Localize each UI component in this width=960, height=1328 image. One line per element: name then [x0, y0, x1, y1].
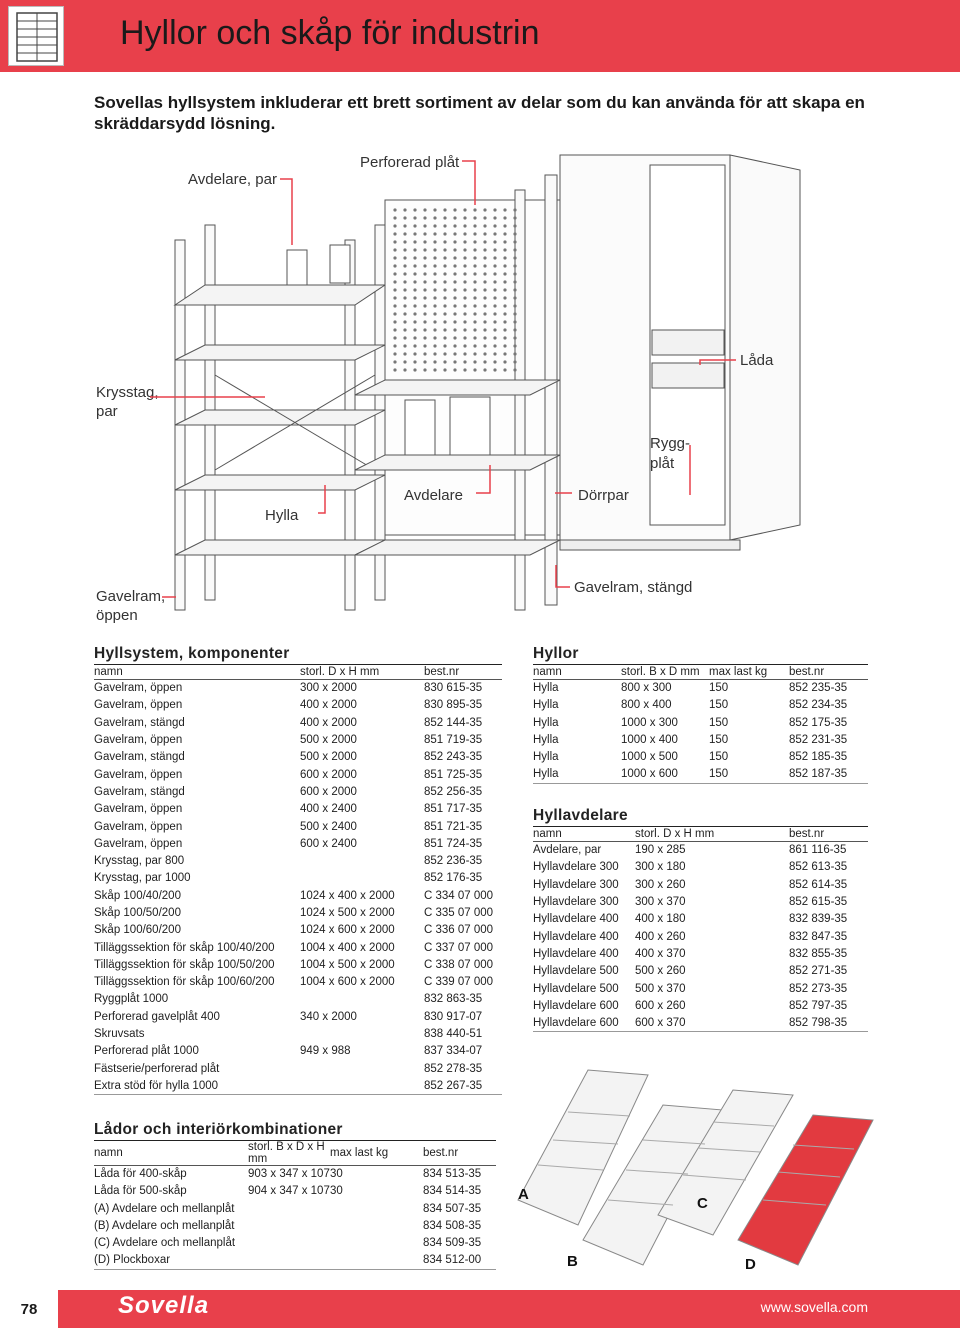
table-cell: Krysstag, par 1000	[94, 872, 191, 885]
table-cell: Hyllavdelare 400	[533, 913, 619, 926]
table-cell: Skåp 100/50/200	[94, 907, 181, 919]
table-cell: 861 116-35	[789, 844, 847, 857]
table-row	[533, 731, 868, 748]
label-hylla: Hylla	[265, 507, 299, 524]
table-cell: C 338 07 000	[424, 958, 494, 971]
table-row	[94, 887, 502, 904]
table-cell: Hyllavdelare 300	[533, 878, 619, 891]
table-cell: Gavelram, öppen	[94, 820, 183, 833]
table-cell: Gavelram, stängd	[94, 751, 185, 764]
label-krysstag-1: Krysstag,	[96, 384, 159, 401]
table-row	[94, 1235, 496, 1252]
table-cell: 834 512-00	[423, 1252, 496, 1269]
table-row	[94, 714, 502, 731]
table-cell: 852 235-35	[789, 682, 848, 695]
table-row	[533, 697, 868, 714]
table-cell: 500 x 260	[635, 965, 686, 978]
table-cell	[248, 1217, 330, 1234]
table-cell: 834 509-35	[423, 1237, 482, 1250]
table-row	[94, 1025, 502, 1042]
table-cell: 300 x 260	[635, 878, 686, 891]
table-cell: 1024 x 500 x 2000	[300, 907, 395, 919]
table-row	[533, 997, 868, 1014]
table-cell	[300, 1077, 424, 1094]
col-header-namn: namn	[94, 665, 300, 680]
table-row	[533, 680, 868, 697]
table-cell: 852 231-35	[789, 734, 848, 747]
col-header-bestnr: best.nr	[424, 665, 502, 680]
table-cell: 837 334-07	[424, 1045, 483, 1058]
col-header-storl: storl. B x D x H mm	[248, 1141, 330, 1166]
table-cell: 1024 x 400 x 2000	[300, 889, 395, 902]
table-cell: Hylla	[533, 766, 621, 783]
table-cell: 852 236-35	[424, 855, 483, 868]
table-cell: 852 267-35	[424, 1077, 502, 1094]
table-cell: 1000 x 500	[621, 751, 678, 764]
table-row	[533, 859, 868, 876]
table-row	[533, 1014, 868, 1031]
table-cell: Hylla	[533, 751, 559, 764]
label-rygg-2: plåt	[650, 455, 675, 472]
components-header-row	[94, 665, 502, 680]
table-row	[533, 766, 868, 783]
table-cell: 600 x 2000	[300, 768, 357, 781]
table-cell: 150	[709, 699, 729, 712]
hyllavdelare-header-row	[533, 827, 868, 842]
table-cell	[300, 991, 424, 1008]
table-cell	[725, 963, 789, 980]
table-row	[533, 945, 868, 962]
table-cell: 1000 x 300	[621, 716, 678, 729]
table-cell: 600 x 260	[635, 999, 686, 1012]
label-lada: Låda	[740, 352, 774, 369]
table-row	[94, 680, 502, 697]
hyllor-header-row	[533, 665, 868, 680]
table-cell: Tilläggssektion för skåp 100/60/200	[94, 976, 275, 989]
table-row	[533, 714, 868, 731]
table-row	[94, 1166, 496, 1183]
col-header-namn: namn	[533, 827, 635, 842]
table-cell: 832 839-35	[789, 913, 848, 926]
table-cell: Krysstag, par 800	[94, 855, 185, 868]
table-cell: Hylla	[533, 734, 559, 747]
table-cell: (A) Avdelare och mellanplåt	[94, 1202, 235, 1215]
table-cell: 852 187-35	[789, 766, 868, 783]
table-cell: 500 x 2400	[300, 820, 357, 833]
table-cell: Gavelram, öppen	[94, 837, 183, 850]
table-row	[94, 974, 502, 991]
table-cell: 800 x 400	[621, 699, 672, 712]
label-krysstag-2: par	[96, 403, 118, 420]
table-row	[533, 928, 868, 945]
table-cell	[300, 870, 424, 887]
table-cell: 834 507-35	[423, 1202, 482, 1215]
table-row	[94, 1008, 502, 1025]
label-avdelare: Avdelare	[404, 487, 463, 504]
table-cell	[725, 945, 789, 962]
table-row	[94, 904, 502, 921]
table-cell: Hyllavdelare 400	[533, 947, 619, 960]
table-row	[94, 852, 502, 869]
table-cell: 834 508-35	[423, 1220, 482, 1233]
col-header-maxlast: max last kg	[330, 1141, 423, 1166]
table-row	[94, 1077, 502, 1094]
table-cell: 852 613-35	[789, 861, 848, 874]
table-cell: Gavelram, öppen	[94, 768, 183, 781]
table-cell: 852 185-35	[789, 751, 848, 764]
table-cell: 1000 x 600	[621, 766, 709, 783]
table-cell: Skruvsats	[94, 1028, 145, 1041]
table-row	[94, 835, 502, 852]
table-cell: 1024 x 600 x 2000	[300, 924, 395, 937]
table-cell	[330, 1217, 423, 1234]
table-cell: Hyllavdelare 600	[533, 999, 619, 1012]
table-cell	[330, 1200, 423, 1217]
table-row	[94, 697, 502, 714]
page-title: Hyllor och skåp för industrin	[120, 14, 540, 52]
table-cell: Hylla	[533, 716, 559, 729]
page-number: 78	[0, 1290, 58, 1328]
table-cell: 851 725-35	[424, 768, 483, 781]
table-cell: 1004 x 500 x 2000	[300, 958, 395, 971]
table-row	[94, 766, 502, 783]
table-cell: 600 x 2000	[300, 785, 357, 798]
table-cell: 600 x 2400	[300, 837, 357, 850]
col-header-storl: storl. D x H mm	[300, 665, 424, 680]
hyllavdelare-title: Hyllavdelare	[533, 807, 628, 824]
table-cell: 1004 x 400 x 2000	[300, 941, 395, 954]
table-cell	[725, 980, 789, 997]
table-cell: Tilläggssektion för skåp 100/50/200	[94, 958, 275, 971]
table-cell: 500 x 2000	[300, 751, 357, 764]
components-table	[94, 664, 502, 1095]
table-row	[94, 870, 502, 887]
table-row	[94, 956, 502, 973]
table-cell: 834 513-35	[423, 1168, 482, 1181]
table-cell	[248, 1235, 330, 1252]
table-row	[94, 1043, 502, 1060]
table-cell: Gavelram, öppen	[94, 803, 183, 816]
table-cell: 300 x 2000	[300, 682, 357, 695]
table-cell	[725, 997, 789, 1014]
col-header-bestnr: best.nr	[789, 665, 868, 680]
table-cell: 30	[330, 1185, 343, 1198]
table-cell	[300, 852, 424, 869]
table-row	[533, 963, 868, 980]
table-cell: 852 278-35	[424, 1062, 483, 1075]
col-header-bestnr: best.nr	[423, 1141, 496, 1166]
table-cell: Extra stöd för hylla 1000	[94, 1077, 300, 1094]
table-cell	[248, 1200, 330, 1217]
table-cell: 852 176-35	[424, 872, 483, 885]
table-cell: Hyllavdelare 400	[533, 930, 619, 943]
hyllor-table	[533, 664, 868, 784]
table-row	[94, 749, 502, 766]
label-avdelare-par: Avdelare, par	[188, 171, 277, 188]
table-cell: 30	[330, 1168, 343, 1181]
table-cell: Tilläggssektion för skåp 100/40/200	[94, 941, 275, 954]
table-cell	[725, 859, 789, 876]
label-perforerad-plat: Perforerad plåt	[360, 154, 460, 171]
ladar-header-row	[94, 1141, 496, 1166]
table-cell: 852 256-35	[424, 785, 483, 798]
header-bar	[0, 0, 960, 72]
col-header-storl: storl. B x D mm	[621, 665, 709, 680]
table-cell: 400 x 180	[635, 913, 686, 926]
table-cell: C 335 07 000	[424, 907, 494, 919]
table-cell: 852 234-35	[789, 699, 848, 712]
table-cell: 852 797-35	[789, 999, 848, 1012]
table-cell: Hyllavdelare 500	[533, 965, 619, 978]
table-cell: 400 x 2000	[300, 699, 357, 712]
table-cell: 400 x 2400	[300, 803, 357, 816]
label-gavelram-oppen-2: öppen	[96, 607, 138, 624]
table-row	[94, 1183, 496, 1200]
hyllor-title: Hyllor	[533, 645, 579, 662]
table-cell: 832 855-35	[789, 947, 848, 960]
drawer-label-b: B	[567, 1253, 578, 1270]
footer-url: www.sovella.com	[760, 1299, 868, 1315]
shelving-illustration	[0, 135, 960, 635]
table-cell: 851 717-35	[424, 803, 483, 816]
table-cell: Hyllavdelare 300	[533, 861, 619, 874]
ladar-title: Lådor och interiörkombinationer	[94, 1121, 343, 1138]
table-cell: Avdelare, par	[533, 844, 602, 857]
table-row	[94, 1252, 496, 1269]
table-row	[533, 911, 868, 928]
table-cell: Hyllavdelare 600	[533, 1014, 635, 1031]
table-cell	[725, 876, 789, 893]
table-cell: Gavelram, stängd	[94, 785, 185, 798]
table-cell: (C) Avdelare och mellanplåt	[94, 1237, 236, 1250]
table-row	[533, 876, 868, 893]
table-cell: C 337 07 000	[424, 941, 494, 954]
table-row	[94, 731, 502, 748]
table-cell: 600 x 370	[635, 1014, 725, 1031]
table-cell	[300, 1060, 424, 1077]
shelving-thumbnail-icon	[8, 6, 64, 66]
table-cell: Gavelram, öppen	[94, 734, 183, 747]
table-cell: 300 x 370	[635, 896, 686, 909]
table-cell: 1004 x 600 x 2000	[300, 976, 395, 989]
table-cell: 834 514-35	[423, 1185, 482, 1198]
col-header-maxlast: max last kg	[709, 665, 789, 680]
table-cell	[248, 1252, 330, 1269]
table-cell: Skåp 100/60/200	[94, 924, 181, 937]
col-header-empty	[725, 827, 789, 842]
table-row	[94, 991, 502, 1008]
table-cell: Ryggplåt 1000	[94, 993, 169, 1006]
table-cell: Hylla	[533, 682, 559, 695]
table-row	[94, 801, 502, 818]
table-cell: 190 x 285	[635, 844, 686, 857]
table-cell	[330, 1252, 423, 1269]
table-cell: Perforerad gavelplåt 400	[94, 1010, 220, 1023]
table-cell: (D) Plockboxar	[94, 1252, 248, 1269]
label-gavelram-oppen-1: Gavelram,	[96, 588, 166, 605]
table-row	[94, 783, 502, 800]
table-cell: 852 175-35	[789, 716, 848, 729]
table-cell	[300, 1025, 424, 1042]
label-dorrpar: Dörrpar	[578, 487, 629, 504]
drawer-label-d: D	[745, 1256, 756, 1273]
table-cell: 800 x 300	[621, 682, 672, 695]
col-header-namn: namn	[94, 1141, 248, 1166]
table-cell: 400 x 2000	[300, 716, 357, 729]
table-cell: C 339 07 000	[424, 976, 494, 989]
table-row	[533, 749, 868, 766]
col-header-namn: namn	[533, 665, 621, 680]
table-cell: Låda för 500-skåp	[94, 1185, 187, 1198]
table-cell: Skåp 100/40/200	[94, 889, 181, 902]
table-cell: 150	[709, 682, 729, 695]
hyllavdelare-table	[533, 826, 868, 1032]
label-gavelram-stangd: Gavelram, stängd	[574, 579, 693, 596]
table-cell: Gavelram, öppen	[94, 682, 183, 695]
table-cell	[725, 893, 789, 910]
sovella-logo: Sovella	[118, 1292, 210, 1319]
table-cell	[725, 928, 789, 945]
table-cell: Fästserie/perforerad plåt	[94, 1062, 220, 1075]
table-cell: 852 614-35	[789, 878, 848, 891]
table-cell: 400 x 260	[635, 930, 686, 943]
table-cell: 830 917-07	[424, 1010, 483, 1023]
table-cell: 852 243-35	[424, 751, 483, 764]
table-cell: 903 x 347 x 107	[248, 1168, 330, 1181]
table-cell: 830 895-35	[424, 699, 483, 712]
table-cell: 852 273-35	[789, 982, 848, 995]
table-cell: 832 847-35	[789, 930, 848, 943]
table-cell: 851 721-35	[424, 820, 483, 833]
table-cell: 904 x 347 x 107	[248, 1185, 330, 1198]
table-row	[533, 893, 868, 910]
table-row	[94, 1060, 502, 1077]
table-cell: 150	[709, 751, 729, 764]
table-cell: 851 719-35	[424, 734, 483, 747]
table-cell: Låda för 400-skåp	[94, 1168, 187, 1181]
table-cell: (B) Avdelare och mellanplåt	[94, 1220, 235, 1233]
table-cell: 852 144-35	[424, 716, 483, 729]
table-row	[533, 980, 868, 997]
table-row	[94, 939, 502, 956]
table-cell: 851 724-35	[424, 837, 483, 850]
table-cell: 852 271-35	[789, 965, 848, 978]
col-header-storl: storl. D x H mm	[635, 827, 725, 842]
table-row	[94, 922, 502, 939]
drawer-label-c: C	[697, 1195, 708, 1212]
intro-text: Sovellas hyllsystem inkluderar ett brett sortiment av delar som du kan använda för att skapa en skräddarsydd lösning.	[94, 93, 865, 133]
table-cell: C 334 07 000	[424, 889, 494, 902]
table-row	[94, 1200, 496, 1217]
table-row	[94, 1217, 496, 1234]
drawers-illustration	[508, 1050, 908, 1280]
table-cell: 852 798-35	[789, 1014, 868, 1031]
table-cell	[725, 1014, 789, 1031]
drawer-label-a: A	[518, 1186, 529, 1203]
table-cell: 830 615-35	[424, 682, 483, 695]
table-cell: 150	[709, 734, 729, 747]
components-title: Hyllsystem, komponenter	[94, 645, 290, 662]
table-cell: 500 x 370	[635, 982, 686, 995]
ladar-table	[94, 1140, 496, 1270]
table-cell	[725, 911, 789, 928]
table-cell: 838 440-51	[424, 1028, 483, 1041]
table-row	[94, 818, 502, 835]
label-rygg-1: Rygg-	[650, 435, 691, 452]
table-cell: 832 863-35	[424, 993, 483, 1006]
table-cell: Hylla	[533, 699, 559, 712]
table-cell: 852 615-35	[789, 896, 848, 909]
callout-lines	[0, 135, 960, 635]
table-cell: 500 x 2000	[300, 734, 357, 747]
table-cell: Gavelram, öppen	[94, 699, 183, 712]
table-cell: 949 x 988	[300, 1045, 351, 1058]
table-cell: 340 x 2000	[300, 1010, 357, 1023]
table-cell	[725, 842, 789, 859]
table-cell: Hyllavdelare 300	[533, 896, 619, 909]
col-header-bestnr: best.nr	[789, 827, 868, 842]
table-cell	[330, 1235, 423, 1252]
table-cell: Hyllavdelare 500	[533, 982, 619, 995]
table-cell: 150	[709, 766, 789, 783]
table-cell: C 336 07 000	[424, 924, 494, 937]
table-cell: 150	[709, 716, 729, 729]
table-row	[533, 842, 868, 859]
table-cell: 300 x 180	[635, 861, 686, 874]
table-cell: 400 x 370	[635, 947, 686, 960]
table-cell: 1000 x 400	[621, 734, 678, 747]
table-cell: Gavelram, stängd	[94, 716, 185, 729]
table-cell: Perforerad plåt 1000	[94, 1045, 199, 1058]
